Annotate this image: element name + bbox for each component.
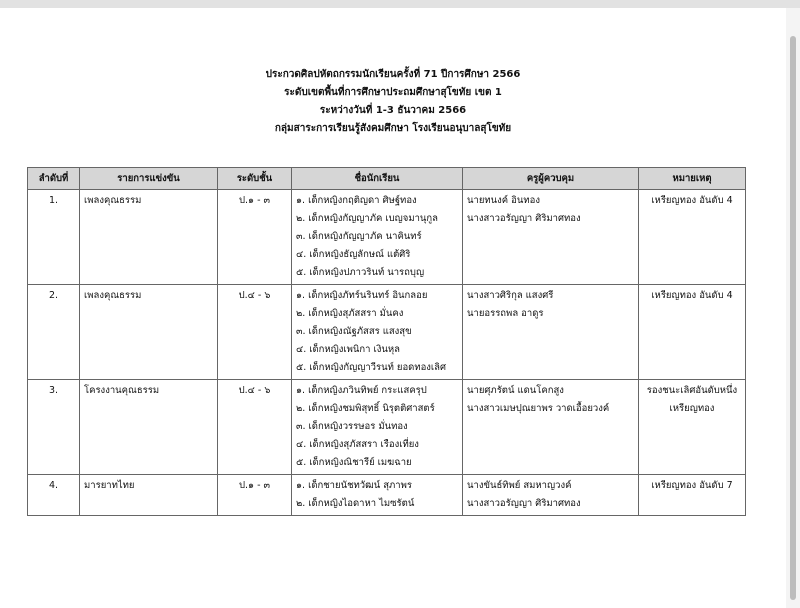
cell-teachers bbox=[463, 190, 639, 285]
student-name: ๑. เด็กหญิงภัทร์นรินทร์ อินกลอย bbox=[296, 290, 428, 301]
column-header-teachers: ครูผู้ควบคุม bbox=[463, 168, 639, 190]
student-name: ๑. เด็กชายนัชทวัฒน์ สุภาพร bbox=[296, 480, 412, 491]
cell-level: ป.๑ - ๓ bbox=[238, 480, 271, 491]
scrollbar-thumb[interactable] bbox=[790, 36, 796, 600]
student-name: ๒. เด็กหญิงสุภัสสรา มั่นคง bbox=[296, 308, 404, 319]
teacher-name: นางสาวอรัญญา ศิริมาศทอง bbox=[467, 498, 581, 509]
table-row bbox=[28, 190, 746, 285]
teacher-name: นายทนงค์ อินทอง bbox=[467, 195, 540, 206]
student-name: ๕. เด็กหญิงกัญญาวีรนท์ ยอดทองเลิศ bbox=[296, 362, 447, 373]
student-name: ๕. เด็กหญิงปภาวรินท์ นารถบุญ bbox=[296, 267, 425, 278]
student-name: ๓. เด็กหญิงกัญญาภัค นาคินทร์ bbox=[296, 231, 422, 242]
teacher-name: นางขันธ์ทิพย์ สมหาญวงค์ bbox=[467, 480, 572, 491]
student-name: ๕. เด็กหญิงณิชารีย์ เมฆฉาย bbox=[296, 457, 412, 468]
cell-event: โครงงานคุณธรรม bbox=[84, 385, 160, 396]
cell-remark bbox=[639, 190, 746, 285]
student-name: ๔. เด็กหญิงธัญลักษณ์ แต้ศิริ bbox=[296, 249, 411, 260]
cell-students bbox=[292, 475, 463, 516]
student-name: ๒. เด็กหญิงกัญญาภัค เบญจมานุกูล bbox=[296, 213, 438, 224]
remark-text: เหรียญทอง อันดับ 4 bbox=[651, 290, 733, 301]
document-header bbox=[0, 66, 786, 138]
remark-text: เหรียญทอง อันดับ 4 bbox=[651, 195, 733, 206]
cell-remark bbox=[639, 475, 746, 516]
student-name: ๒. เด็กหญิงชมพิสุทธิ์ นิรุตติศาสตร์ bbox=[296, 403, 435, 414]
table-row bbox=[28, 475, 746, 516]
cell-event: เพลงคุณธรรม bbox=[84, 290, 142, 301]
student-name: ๒. เด็กหญิงไอดาหา ไมซรัตน์ bbox=[296, 498, 415, 509]
header-line-2: ระดับเขตพื้นที่การศึกษาประถมศึกษาสุโขทัย เขต 1 bbox=[284, 87, 502, 98]
remark-text: เหรียญทอง bbox=[669, 403, 715, 414]
cell-teachers bbox=[463, 475, 639, 516]
header-line-1: ประกวดศิลปหัตถกรรมนักเรียนครั้งที่ 71 ปีการศึกษา 2566 bbox=[265, 69, 521, 80]
cell-event: มารยาทไทย bbox=[84, 480, 135, 491]
results-table bbox=[27, 167, 746, 516]
cell-level: ป.๑ - ๓ bbox=[238, 195, 271, 206]
cell-remark bbox=[639, 285, 746, 380]
cell-no: 3. bbox=[48, 385, 59, 396]
cell-no: 4. bbox=[48, 480, 59, 491]
cell-remark bbox=[639, 380, 746, 475]
column-header-students: ชื่อนักเรียน bbox=[292, 168, 463, 190]
student-name: ๔. เด็กหญิงสุภัสสรา เรืองเที่ยง bbox=[296, 439, 419, 450]
remark-text: รองชนะเลิศอันดับหนึ่ง bbox=[646, 385, 738, 396]
cell-students bbox=[292, 380, 463, 475]
teacher-name: นางสาวศิริกุล แสงศรี bbox=[467, 290, 554, 301]
cell-no: 2. bbox=[48, 290, 59, 301]
remark-text: เหรียญทอง อันดับ 7 bbox=[651, 480, 733, 491]
teacher-name: นางสาวเมษปุณยาพร วาดเอื้อยวงค์ bbox=[467, 403, 610, 414]
top-bar bbox=[0, 0, 800, 8]
table-row bbox=[28, 380, 746, 475]
student-name: ๑. เด็กหญิงภวินทิพย์ กระแสครุป bbox=[296, 385, 427, 396]
student-name: ๓. เด็กหญิงณัฐภัสสร แสงสุข bbox=[296, 326, 412, 337]
cell-students bbox=[292, 190, 463, 285]
student-name: ๑. เด็กหญิงกฤติญดา ศิษฐ์ทอง bbox=[296, 195, 417, 206]
vertical-scrollbar[interactable] bbox=[786, 8, 800, 608]
student-name: ๓. เด็กหญิงวรรษอร มั่นทอง bbox=[296, 421, 408, 432]
cell-students bbox=[292, 285, 463, 380]
column-header-remark: หมายเหตุ bbox=[639, 168, 746, 190]
column-header-no: ลำดับที่ bbox=[28, 168, 80, 190]
teacher-name: นางสาวอรัญญา ศิริมาศทอง bbox=[467, 213, 581, 224]
column-header-level: ระดับชั้น bbox=[218, 168, 292, 190]
teacher-name: นายศุภรัตน์ แดนโคกสูง bbox=[467, 385, 564, 396]
column-header-event: รายการแข่งขัน bbox=[80, 168, 218, 190]
cell-level: ป.๔ - ๖ bbox=[238, 385, 271, 396]
table-row bbox=[28, 285, 746, 380]
table-header-row bbox=[28, 168, 746, 190]
cell-level: ป.๔ - ๖ bbox=[238, 290, 271, 301]
cell-no: 1. bbox=[48, 195, 59, 206]
cell-teachers bbox=[463, 380, 639, 475]
teacher-name: นายอรรถพล อาดูร bbox=[467, 308, 544, 319]
student-name: ๔. เด็กหญิงเพนิกา เงินหุล bbox=[296, 344, 400, 355]
header-line-4: กลุ่มสาระการเรียนรู้สังคมศึกษา โรงเรียนอนุบาลสุโขทัย bbox=[274, 123, 512, 134]
cell-teachers bbox=[463, 285, 639, 380]
cell-event: เพลงคุณธรรม bbox=[84, 195, 142, 206]
header-line-3: ระหว่างวันที่ 1-3 ธันวาคม 2566 bbox=[319, 105, 467, 116]
